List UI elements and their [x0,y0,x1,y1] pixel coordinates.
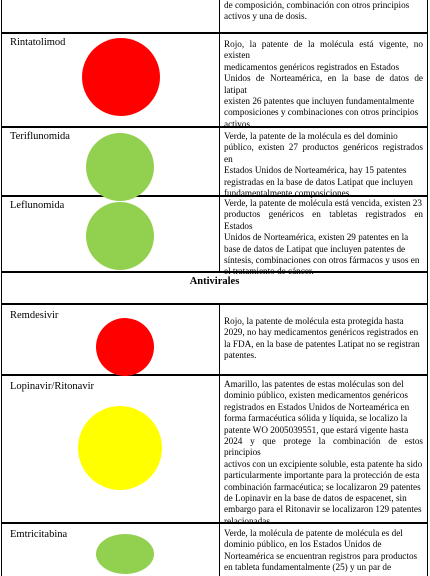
traffic-light-green-icon [86,133,154,201]
traffic-light-red-icon [82,38,160,116]
table-row [2,305,427,376]
table-row [2,34,427,128]
column-divider [219,305,220,374]
column-divider [219,376,220,522]
column-divider [219,524,220,576]
row-description: Verde, la patente de la molécula es del dominio público, existen 27 productos genéricos registrados en Estados Unidos de Norteamérica, hay 15 patentes registradas en la base de datos Latipat que incluyen fundamentalmente composiciones. [224,131,423,199]
traffic-light-yellow-icon [78,406,162,490]
drug-name: Lopinavir/Ritonavir [10,381,94,392]
table-row [2,197,427,277]
table-row [2,524,427,576]
section-header-row [2,273,427,305]
traffic-light-green-icon [86,202,154,270]
column-divider [219,197,220,271]
section-title: Antivirales [189,276,240,287]
drug-table [1,0,428,576]
row-description: de composición, combinación con otros principios activos y una de dosis. [224,0,410,22]
table-row [2,0,427,34]
table-row [2,128,427,197]
drug-name: Leflunomida [10,200,65,211]
column-divider [219,34,220,126]
traffic-light-red-icon [96,318,154,376]
row-description: Rojo, la patente de molécula esta protegida hasta 2029, no hay medicamentos genéricos registrados en la FDA, en la base de patentes Latipat no se registran patentes. [224,316,420,361]
drug-name: Rintatolimod [10,37,66,48]
row-description: Rojo, la patente de la molécula está vigente, no existen medicamentos genéricos registrados en Estados Unidos de Norteamérica, en la base de datos de latipat existen 26 patentes que incluyen fundamentalmente composiciones y combinaciones con otros principios activos. [224,39,423,129]
row-description: Amarillo, las patentes de estas moléculas son del dominio público, existen medicamentos genéricos registrados en Estados Unidos de Norteamérica en forma farmacéutica sólida y líquida, se localizo la patente WO 2005039551, que estará vigente hasta 2024 y que protege la combinación de estos principios activos con un excipiente soluble, esta patente ha sido particularmente importante para la protección de esta combinación farmacéutica; se localizaron 29 patentes de Lopinavir en la base de datos de espacenet, sin embargo para el Ritonavir se localizaron 129 patentes relacionadas. [224,379,423,526]
column-divider [219,128,220,195]
row-description: Verde, la molécula de patente de molécula es del dominio público, en los Estados Unidos de Norteamérica se encuentran registros para productos en tableta fundamentalmente (25) y un par de [224,528,418,573]
drug-name: Remdesivir [10,310,59,321]
traffic-light-green-icon [96,534,154,574]
drug-name: Emtricitabina [10,529,68,540]
row-description: Verde, la patente de molécula está vencida, existen 23 productos genéricos en tabletas registrados en Estados Unidos de Norteamérica, existen 29 patentes en la base de datos de Latipat que incluyen patentes de síntesis, combinaciones con otros fármacos y usos en el tratamiento de cáncer. [224,198,423,277]
drug-name: Teriflunomida [10,131,70,142]
table-row [2,376,427,524]
column-divider [219,0,220,32]
